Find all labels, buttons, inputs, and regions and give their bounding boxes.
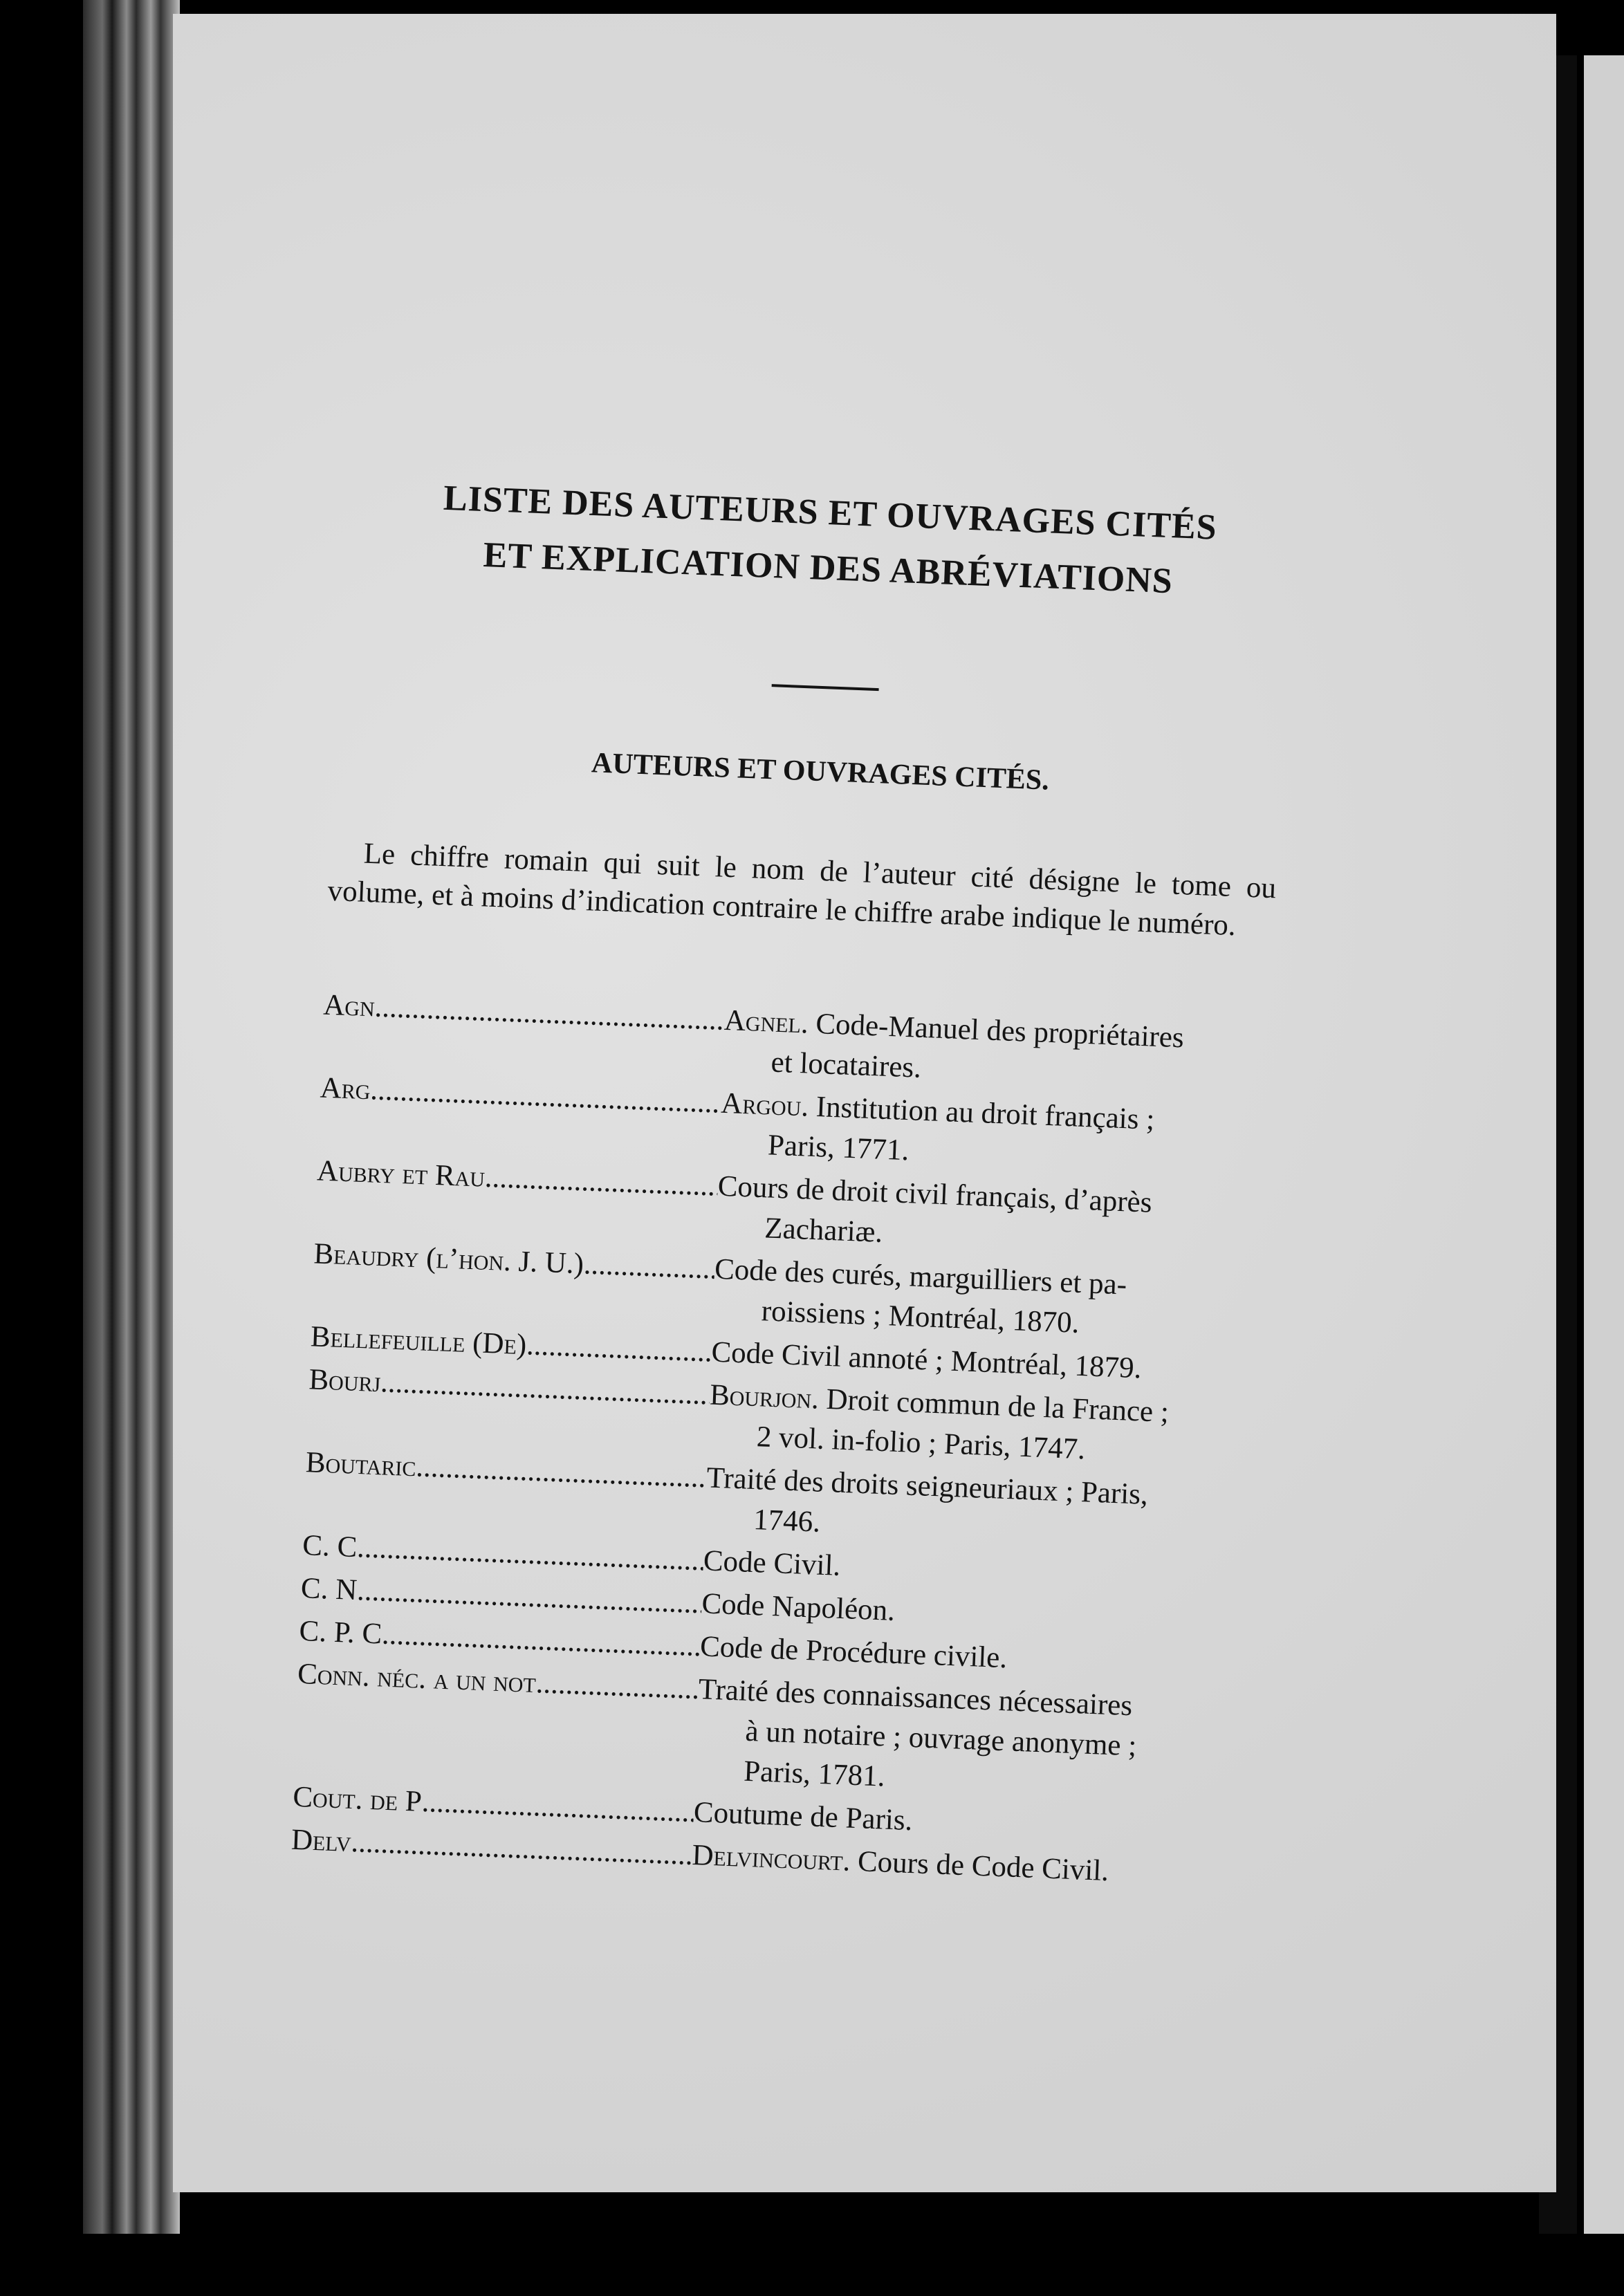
entry-abbreviation	[294, 1654, 699, 1790]
title-rule	[772, 684, 879, 691]
section-subtitle: AUTEURS ET OUVRAGES CITÉS.	[591, 747, 1050, 797]
intro-paragraph: Le chiffre romain qui suit le nom de l’auteur cité désigne le tome ou volume, et à moins d’indication contraire le chiffre arabe indique le numéro.	[326, 837, 1277, 943]
leader-dots	[368, 1070, 721, 1163]
leader-dots	[526, 1325, 712, 1372]
entry-abbreviation	[321, 985, 725, 1081]
abbreviation-text: Delv	[290, 1823, 352, 1859]
book-page-edges	[83, 0, 180, 2234]
abbreviation-text: Bellefeuille (De)	[310, 1320, 528, 1362]
abbreviation-text: Conn. néc. a un not	[297, 1657, 537, 1700]
description-continuation: Zachariæ.	[764, 1212, 884, 1249]
entry-abbreviation	[304, 1443, 708, 1538]
author-name: Bourjon.	[709, 1378, 820, 1416]
entry-abbreviation	[318, 1068, 722, 1164]
leader-dots	[380, 988, 725, 1081]
description-text: Code des curés, marguilliers et pa-	[714, 1252, 1127, 1302]
description-text: Code de Procédure civile.	[699, 1630, 1008, 1675]
abbreviation-text: Bourj	[308, 1363, 382, 1399]
author-name: Delvincourt.	[691, 1838, 851, 1878]
entry-abbreviation	[311, 1234, 715, 1329]
abbreviation-text: Arg	[319, 1071, 371, 1107]
description-continuation: 2 vol. in-folio ; Paris, 1747.	[756, 1420, 1086, 1466]
leader-dots	[532, 1663, 699, 1790]
page-title-line-2: ET EXPLICATION DES ABRÉVIATIONS	[482, 535, 1174, 602]
leader-dots	[421, 1782, 694, 1833]
entry-description	[694, 1669, 1245, 1811]
description-text: Droit commun de la France ;	[818, 1382, 1170, 1429]
leader-dots	[483, 1158, 719, 1247]
description-continuation: 1746.	[753, 1503, 821, 1539]
abbreviation-text: Aubry et Rau	[316, 1154, 486, 1194]
description-continuation: Paris, 1781.	[743, 1755, 886, 1793]
description-text: Coutume de Paris.	[693, 1796, 914, 1837]
description-continuation: roissiens ; Montréal, 1870.	[761, 1295, 1080, 1340]
author-name: Agnel.	[723, 1003, 809, 1040]
abbreviation-text: C. C	[302, 1529, 358, 1564]
description-text: Institution au droit français ;	[808, 1090, 1156, 1136]
description-text: Code Civil annoté ; Montréal, 1879.	[710, 1335, 1143, 1385]
description-text: Traité des droits seigneuriaux ; Paris,	[705, 1461, 1149, 1511]
abbreviation-text: Beaudry (l’hon. J. U.)	[313, 1237, 584, 1281]
leader-dots	[414, 1447, 708, 1538]
entry-abbreviation	[315, 1151, 719, 1246]
page-content	[182, 0, 1434, 2201]
description-text: Code Napoléon.	[701, 1587, 896, 1627]
leader-dots	[378, 1362, 710, 1455]
description-text: Cours de Code Civil.	[849, 1844, 1109, 1888]
abbreviation-text: Agn.	[322, 988, 383, 1024]
description-continuation: Paris, 1771.	[767, 1129, 910, 1167]
description-text: Code Civil.	[703, 1544, 842, 1582]
next-page-edge	[1584, 55, 1624, 2234]
author-name: Argou.	[720, 1086, 810, 1123]
leader-dots	[582, 1244, 716, 1329]
abbreviation-text: Cout. de P	[292, 1780, 423, 1818]
description-text: Cours de droit civil français, d’après	[717, 1169, 1153, 1219]
description-text: Traité des connaissances nécessaires	[697, 1673, 1134, 1723]
abbreviation-list	[290, 985, 1271, 1900]
description-continuation: et locataires.	[770, 1046, 922, 1084]
abbreviation-text: Boutaric	[305, 1446, 417, 1483]
abbreviation-text: C. P. C	[298, 1614, 383, 1651]
abbreviation-text: C. N	[300, 1572, 358, 1607]
description-continuation: à un notaire ; ouvrage anonyme ;	[744, 1714, 1138, 1763]
page-title	[243, 463, 1415, 619]
entry-abbreviation	[306, 1360, 710, 1455]
description-text: Code-Manuel des propriétaires	[807, 1007, 1185, 1055]
page-title-line-1: LISTE DES AUTEURS ET OUVRAGES CITÉS	[443, 478, 1218, 548]
